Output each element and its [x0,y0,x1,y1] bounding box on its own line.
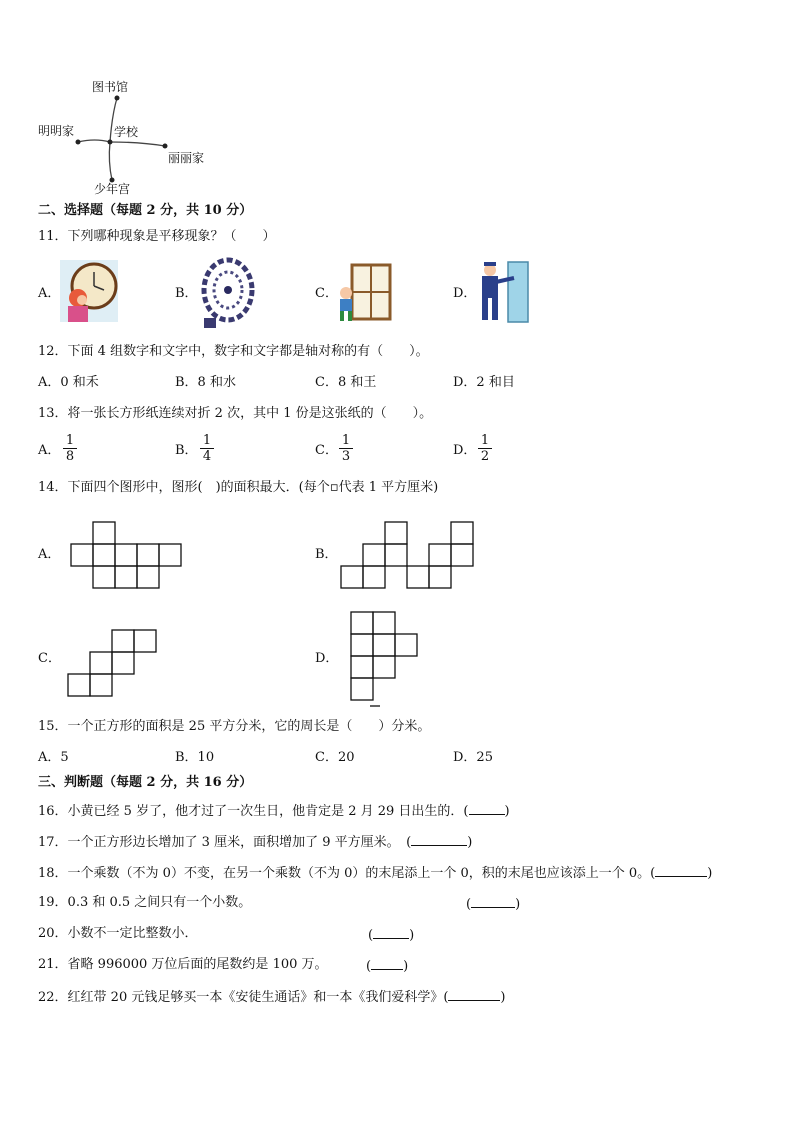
q13-option-c-fraction [339,433,353,464]
q18-text [38,864,712,882]
q11-option-c-label: C． [315,286,338,301]
q14-stem: 14．下面四个图形中，图形( )的面积最大．(每个▫代表 1 平方厘米) [38,480,439,495]
answer-blank[interactable] [471,895,515,908]
close-paren: ) [500,990,506,1005]
q20-answer [368,926,414,944]
answer-blank[interactable] [373,926,409,939]
answer-blank[interactable] [469,802,505,815]
close-paren: ) [707,866,713,881]
fraction-denominator: 4 [202,449,212,464]
q13-option-a-label: A． [38,443,61,458]
answer-blank[interactable] [448,988,500,1001]
q13-option-b-fraction [200,433,214,464]
map-ming-home-label: 明明家 [38,124,75,138]
q17-stem: 17．一个正方形边长增加了 3 厘米，面积增加了 9 平方厘米。 ( [38,835,412,850]
q14-shape-d [350,610,430,710]
q16-text [38,802,510,820]
q14-shape-b [340,520,480,590]
close-paren: ) [403,959,409,974]
fraction-numerator: 1 [200,433,214,449]
q11-stem: 11．下列哪种现象是平移现象？（ ） [38,229,276,244]
section-3-title: 三、判断题（每题 2 分，共 16 分） [38,775,253,790]
q13-option-c-label: C． [315,443,338,458]
close-paren: ) [467,835,473,850]
open-paren: ( [368,928,374,943]
answer-blank[interactable] [371,957,403,970]
q12-option-a: A．0 和禾 [38,375,99,390]
q13-stem: 13．将一张长方形纸连续对折 2 次，其中 1 份是这张纸的（ ）。 [38,406,433,421]
q22-stem: 22．红红带 20 元钱足够买一本《安徒生通话》和一本《我们爱科学》( [38,990,449,1005]
close-paren: ) [409,928,415,943]
q15-option-d: D．25 [453,750,493,765]
spinning-wheel-icon [198,256,254,330]
clock-girl-icon [60,260,120,324]
q14-option-c-label: C． [38,651,61,666]
map-library-label: 图书馆 [92,80,129,94]
fraction-denominator: 2 [480,449,490,464]
q16-stem: 16．小黄已经 5 岁了，他才过了一次生日，他肯定是 2 月 29 日出生的．( [38,804,469,819]
section-2-title: 二、选择题（每题 2 分，共 10 分） [38,203,253,218]
fraction-numerator: 1 [339,433,353,449]
q13-option-d-label: D． [453,443,477,458]
fraction-numerator: 1 [478,433,492,449]
map-school-label: 学校 [114,125,139,139]
close-paren: ) [515,897,521,912]
q14-shape-c [67,628,167,698]
q15-option-c: C．20 [315,750,355,765]
q15-option-b: B．10 [175,750,215,765]
q14-option-d-label: D． [315,651,339,666]
q12-option-c: C．8 和王 [315,375,377,390]
q12-option-d: D．2 和目 [453,375,515,390]
answer-blank[interactable] [655,864,707,877]
q13-option-b-label: B． [175,443,198,458]
open-paren: ( [366,959,372,974]
man-cleaning-icon [476,260,532,324]
q19-stem: 19．0.3 和 0.5 之间只有一个小数。 [38,895,252,910]
close-paren: ) [504,804,510,819]
q14-shape-a [70,520,190,590]
q21-stem: 21．省略 996000 万位后面的尾数约是 100 万。 [38,957,328,972]
open-paren: ( [466,897,472,912]
q21-answer [366,957,408,975]
q12-stem: 12．下面 4 组数字和文字中，数字和文字都是轴对称的有（ ）。 [38,344,429,359]
q13-option-a-fraction [63,433,77,464]
q19-answer [466,895,520,913]
q22-text [38,988,506,1006]
answer-blank[interactable] [411,833,467,846]
q20-stem: 20．小数不一定比整数小． [38,926,198,941]
q11-option-b-label: B． [175,286,198,301]
map-lili-home-label: 丽丽家 [168,151,205,165]
fraction-numerator: 1 [63,433,77,449]
q15-option-a: A．5 [38,750,69,765]
boy-window-icon [336,263,392,323]
q14-option-a-label: A． [38,547,61,562]
q18-stem: 18．一个乘数（不为 0）不变，在另一个乘数（不为 0）的末尾添上一个 0，积的末尾也应该添上一个 0。( [38,866,656,881]
q11-option-d-label: D． [453,286,477,301]
fraction-denominator: 8 [65,449,75,464]
fraction-denominator: 3 [341,449,351,464]
q15-stem: 15．一个正方形的面积是 25 平方分米，它的周长是（ ）分米。 [38,719,431,734]
q14-option-b-label: B． [315,547,338,562]
q17-text [38,833,472,851]
q12-option-b: B．8 和水 [175,375,236,390]
map-roads [0,0,794,200]
q11-option-a-label: A． [38,286,61,301]
map-youth-palace-label: 少年宫 [94,182,131,196]
q13-option-d-fraction [478,433,492,464]
